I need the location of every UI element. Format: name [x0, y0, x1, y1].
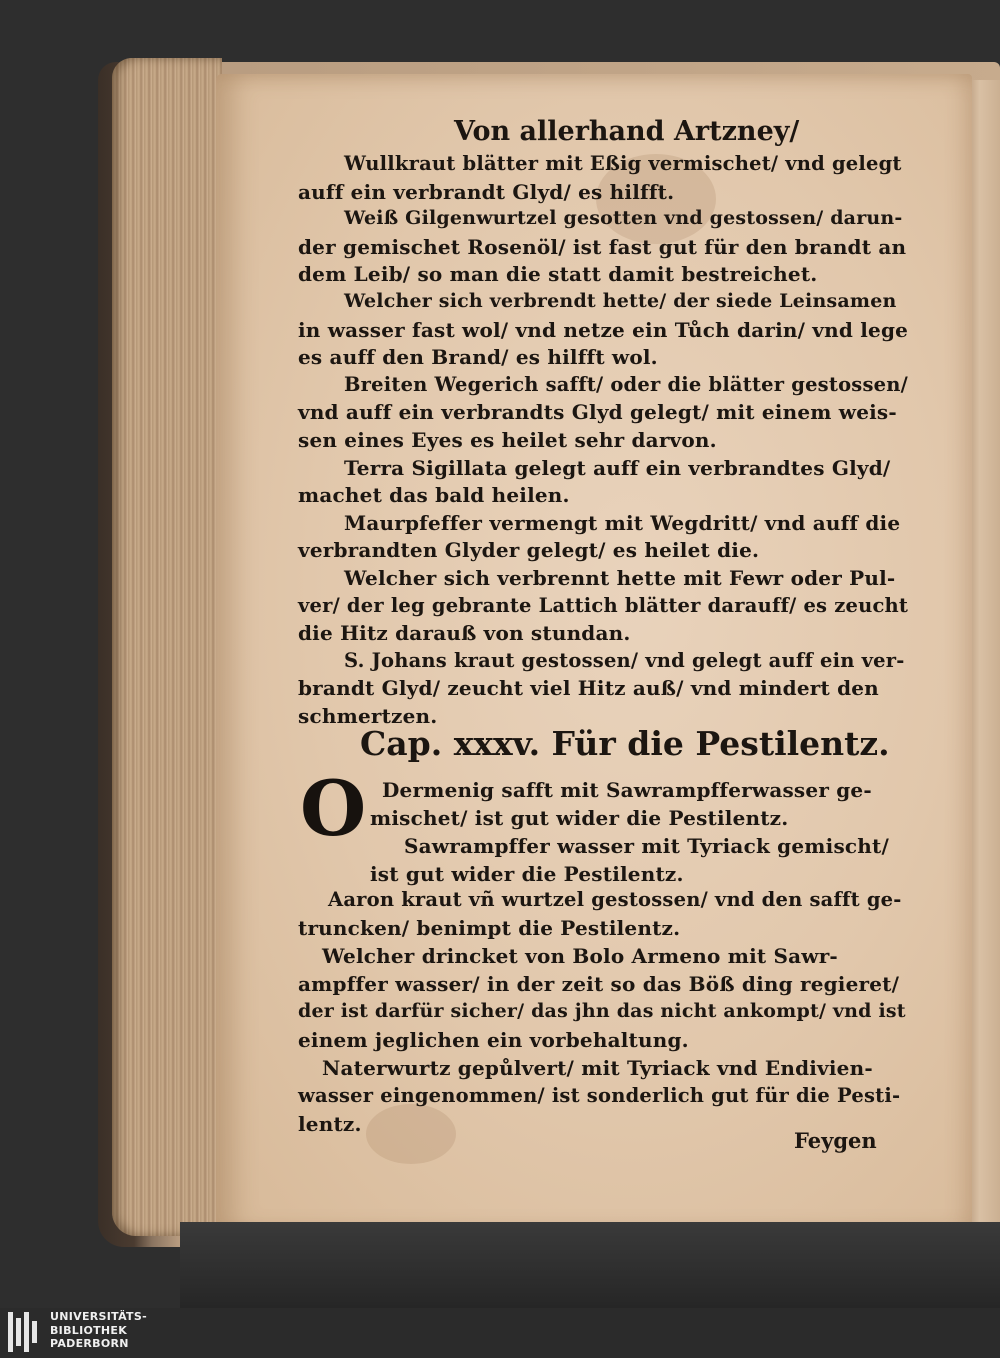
text-line: brandt Glyd/ zeucht viel Hitz auß/ vnd mindert den [298, 676, 879, 701]
text-line: Aaron kraut vñ wurtzel gestossen/ vnd den safft ge- [328, 888, 902, 911]
text-line: ist gut wider die Pestilentz. [370, 862, 684, 886]
text-line: sen eines Eyes es heilet sehr darvon. [298, 428, 717, 452]
page-text [298, 112, 910, 1162]
text-line: vnd auff ein verbrandts Glyd gelegt/ mit einem weis- [298, 400, 897, 425]
drop-initial: O [300, 764, 367, 853]
text-line: Naterwurtz gepůlvert/ mit Tyriack vnd Endivien- [322, 1056, 873, 1080]
library-logo-text [50, 1310, 147, 1351]
text-line: ver/ der leg gebrante Lattich blätter darauff/ es zeucht [298, 593, 909, 617]
text-line: S. Johans kraut gestossen/ vnd gelegt auff ein ver- [344, 648, 905, 672]
text-line: Sawrampffer wasser mit Tyriack gemischt/ [404, 834, 889, 858]
text-line: Maurpfeffer vermengt mit Wegdritt/ vnd auff die [344, 510, 901, 535]
text-line: mischet/ ist gut wider die Pestilentz. [370, 806, 789, 830]
footer-bar [0, 1308, 1000, 1358]
logo-line: UNIVERSITÄTS- [50, 1310, 147, 1323]
text-line: schmertzen. [298, 704, 438, 728]
logo-line: PADERBORN [50, 1337, 129, 1350]
text-line: Welcher drincket von Bolo Armeno mit Sawr- [322, 944, 838, 968]
running-head: Von allerhand Artzney/ [454, 116, 800, 147]
text-line: der gemischet Rosenöl/ ist fast gut für den brandt an [298, 234, 907, 259]
text-line: in wasser fast wol/ vnd netze ein Tůch darin/ vnd lege [298, 317, 909, 342]
text-line: wasser eingenommen/ ist sonderlich gut für die Pesti- [298, 1084, 901, 1107]
book-cradle [180, 1222, 1000, 1308]
chapter-heading: Cap. xxxv. Für die Pestilentz. [360, 724, 890, 763]
text-line: Breiten Wegerich safft/ oder die blätter gestossen/ [344, 372, 908, 396]
catchword: Feygen [794, 1128, 877, 1153]
text-line: lentz. [298, 1112, 362, 1136]
text-line: dem Leib/ so man die statt damit bestreichet. [298, 262, 818, 287]
text-line: machet das bald heilen. [298, 483, 570, 508]
text-line: es auff den Brand/ es hilfft wol. [298, 345, 658, 370]
text-line: Terra Sigillata gelegt auff ein verbrandtes Glyd/ [344, 455, 891, 480]
text-line: Wullkraut blätter mit Eßig vermischet/ vnd gelegt [344, 152, 902, 175]
text-line: der ist darfür sicher/ das jhn das nicht ankompt/ vnd ist [298, 1000, 906, 1022]
text-line: Dermenig safft mit Sawrampfferwasser ge- [382, 778, 872, 802]
text-line: die Hitz darauß von stundan. [298, 621, 631, 646]
page-edges [112, 58, 222, 1236]
text-line: einem jeglichen ein vorbehaltung. [298, 1028, 689, 1052]
text-line: truncken/ benimpt die Pestilentz. [298, 916, 681, 940]
text-line: Weiß Gilgenwurtzel gesotten vnd gestossen/ darun- [344, 207, 903, 230]
library-logo-icon [8, 1312, 44, 1352]
text-line: auff ein verbrandt Glyd/ es hilfft. [298, 179, 675, 204]
text-line: Welcher sich verbrennt hette mit Fewr oder Pul- [344, 566, 896, 590]
text-line: verbrandten Glyder gelegt/ es heilet die. [298, 538, 760, 563]
text-line: ampffer wasser/ in der zeit so das Böß ding regieret/ [298, 972, 900, 996]
text-line: Welcher sich verbrendt hette/ der siede Leinsamen [344, 290, 897, 312]
logo-line: BIBLIOTHEK [50, 1323, 128, 1337]
